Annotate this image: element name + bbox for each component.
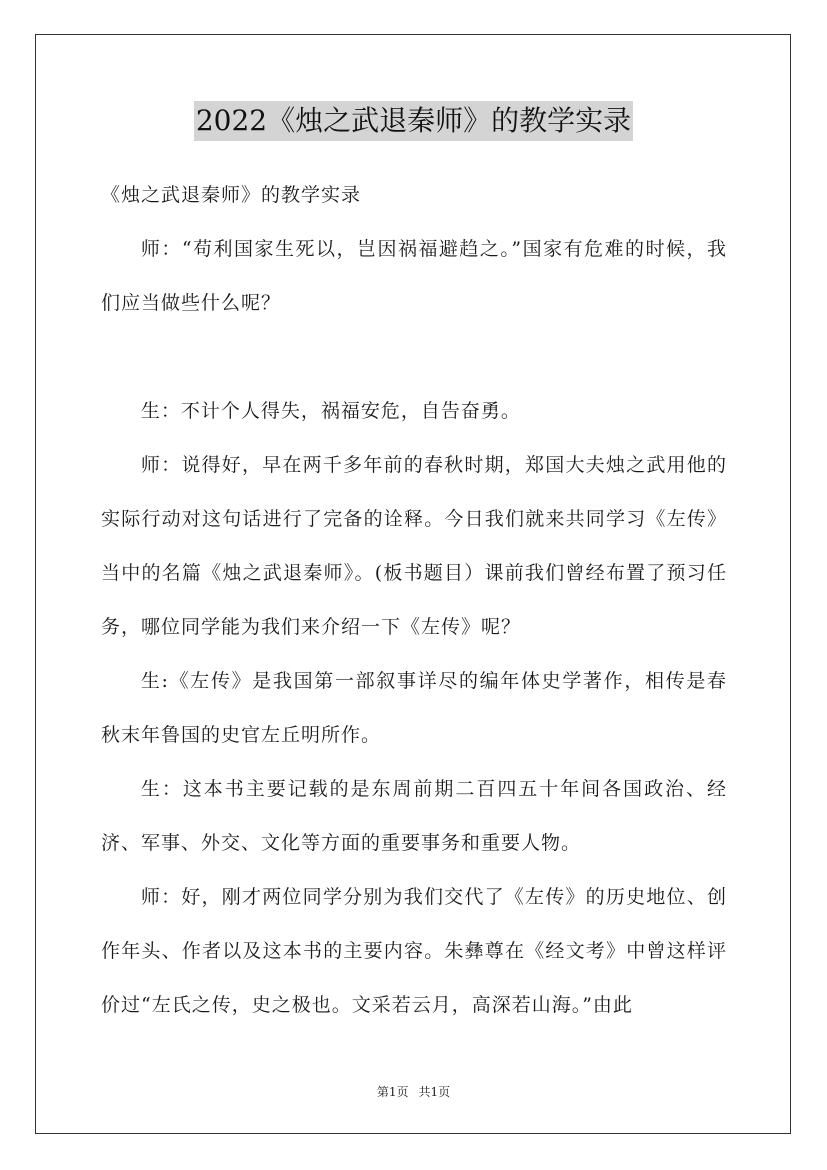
paragraph-3: 师：说得好，早在两千多年前的春秋时期，郑国大夫烛之武用他的实际行动对这句话进行了完备的诠释。今日我们就来共同学习《左传》当中的名篇《烛之武退秦师》。(板书题目）课前我们曾经布置了预习任务，哪位同学能为我们来介绍一下《左传》呢？ [101,454,727,638]
page-footer [0,1083,827,1100]
paragraph-5: 生：这本书主要记载的是东周前期二百四五十年间各国政治、经济、军事、外交、文化等方面的重要事务和重要人物。 [101,778,727,854]
document-body [101,168,727,1032]
document-subtitle: 《烛之武退秦师》的教学实录 [101,184,362,206]
document-title: 2022《烛之武退秦师》的教学实录 [194,101,633,141]
paragraph-4: 生:《左传》是我国第一部叙事详尽的编年体史学著作，相传是春秋末年鲁国的史官左丘明所作。 [101,670,727,746]
blank-line [101,330,727,384]
paragraph-6: 师：好，刚才两位同学分别为我们交代了《左传》的历史地位、创作年头、作者以及这本书的主要内容。朱彝尊在《经文考》中曾这样评价过“左氏之传，史之极也。文采若云月，高深若山海。”由此 [101,886,727,1016]
paragraph-2: 生：不计个人得失，祸福安危，自告奋勇。 [140,400,521,422]
page-number: 第1页 [376,1085,409,1099]
title-area [0,101,827,141]
page-total: 共1页 [418,1085,451,1099]
paragraph-1: 师：“苟利国家生死以，岂因祸福避趋之。”国家有危难的时候，我们应当做些什么呢？ [101,238,727,314]
